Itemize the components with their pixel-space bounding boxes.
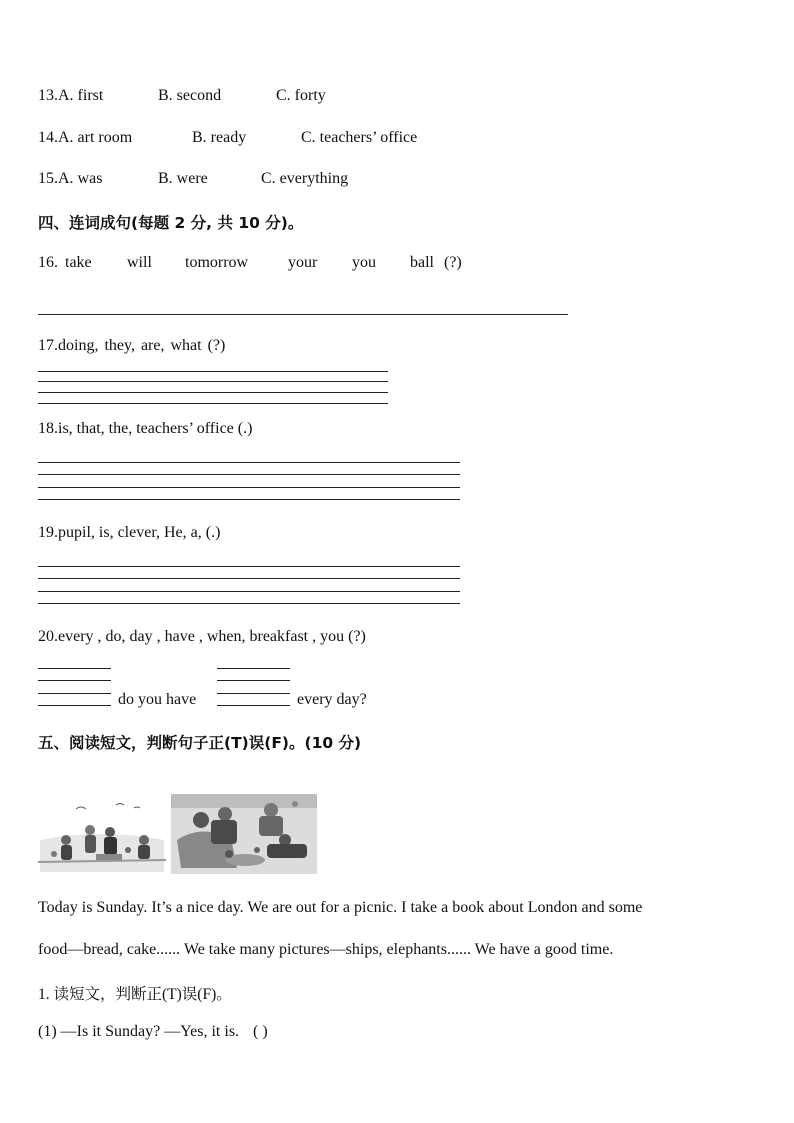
statement-text: (1) —Is it Sunday? —Yes, it is. [38, 1023, 240, 1040]
option-b: B. were [158, 170, 208, 187]
q16-word: will [127, 254, 152, 271]
answer-line [38, 487, 460, 488]
q20-middle-text: do you have [118, 691, 197, 708]
blank-line [38, 705, 111, 706]
q16-punct: (?) [444, 254, 462, 271]
option-a: 15.A. was [38, 170, 103, 187]
q16-word: take [65, 254, 92, 271]
passage-line: Today is Sunday. It’s a nice day. We are out for a picnic. I take a book about London and some [38, 899, 643, 916]
blank-line [38, 668, 111, 669]
section-4-heading: 四、连词成句(每题 2 分, 共 10 分)。 [38, 214, 304, 232]
q20-end-text: every day? [297, 691, 367, 708]
answer-line [38, 499, 460, 500]
answer-line [38, 314, 568, 315]
blank-line [217, 680, 290, 681]
section-5-heading: 五、阅读短文，判断句子正(T)误(F)。(10 分) [38, 734, 362, 752]
question-17: 17.doing, they, are, what (?) [38, 337, 226, 354]
blank-line [217, 693, 290, 694]
question-20: 20.every , do, day , have , when, breakfast , you (?) [38, 628, 366, 645]
option-c: C. everything [261, 170, 349, 187]
task-1-instruction: 1. 读短文，判断正(T)误(F)。 [38, 986, 232, 1003]
answer-line [38, 381, 388, 382]
question-15 [38, 170, 348, 188]
passage-line: food—bread, cake...... We take many pictures—ships, elephants...... We have a good time. [38, 941, 614, 958]
answer-line [38, 474, 460, 475]
option-b: B. ready [192, 129, 247, 146]
reading-passage [38, 887, 758, 971]
answer-line [38, 392, 388, 393]
question-13 [38, 87, 326, 105]
answer-line [38, 462, 460, 463]
q16-word: tomorrow [185, 254, 249, 271]
question-18: 18.is, that, the, teachers’ office (.) [38, 420, 253, 437]
picnic-blanket-illustration [171, 780, 317, 880]
option-c: C. forty [276, 87, 326, 104]
answer-line [38, 603, 460, 604]
blank-line [38, 680, 111, 681]
blank-line [217, 668, 290, 669]
q16-word: ball [410, 254, 434, 271]
question-14 [38, 129, 417, 147]
answer-line [38, 403, 388, 404]
q16-number: 16. [38, 254, 58, 271]
question-19: 19.pupil, is, clever, He, a, (.) [38, 524, 221, 541]
answer-bracket[interactable]: ( ) [253, 1023, 268, 1040]
blank-line [38, 693, 111, 694]
answer-line [38, 578, 460, 579]
option-a: 13.A. first [38, 87, 104, 104]
statement-1 [38, 1023, 268, 1041]
answer-line [38, 591, 460, 592]
answer-line [38, 371, 388, 372]
answer-line [38, 566, 460, 567]
blank-line [217, 705, 290, 706]
picnic-group-illustration [38, 800, 166, 876]
option-c: C. teachers’ office [301, 129, 418, 146]
q16-word: you [352, 254, 376, 271]
q16-word: your [288, 254, 318, 271]
option-b: B. second [158, 87, 222, 104]
option-a: 14.A. art room [38, 129, 133, 146]
